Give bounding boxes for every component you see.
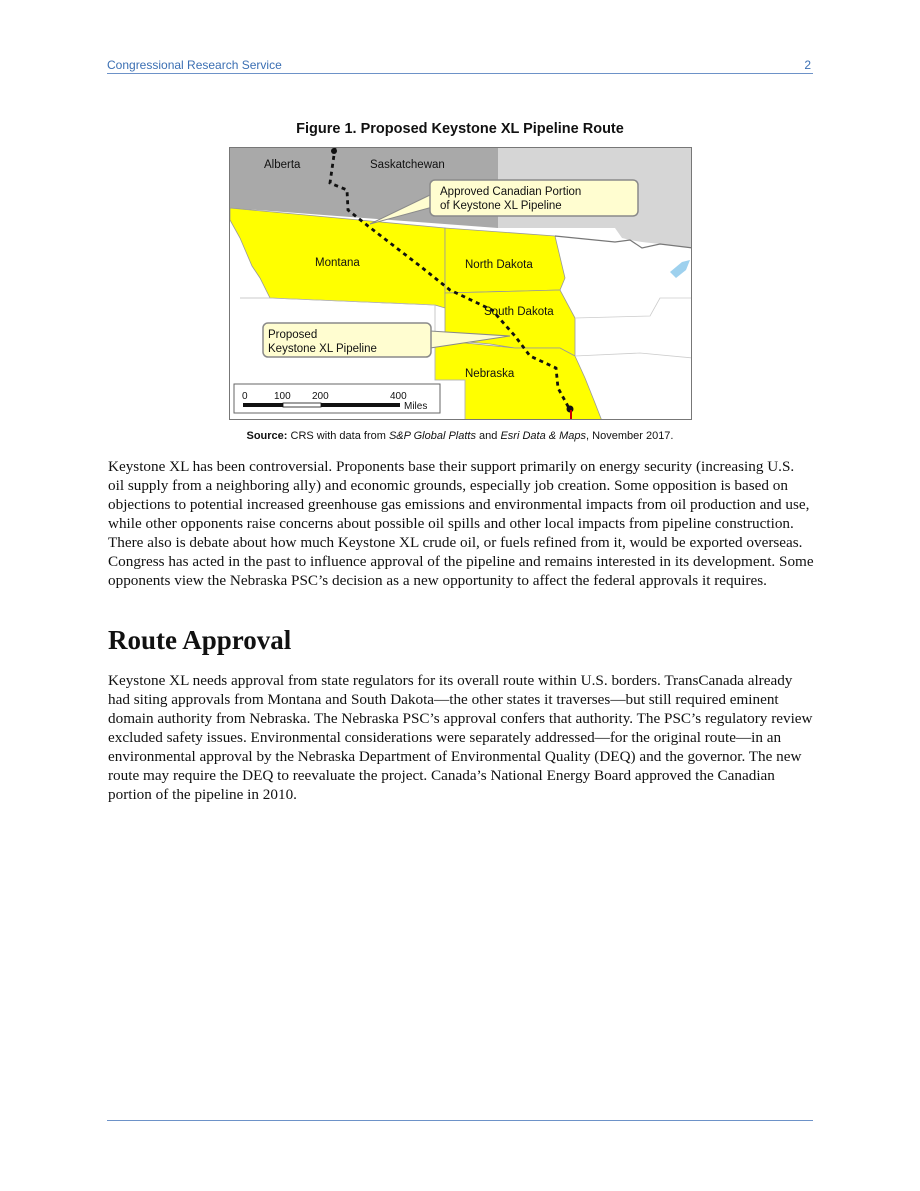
- figure-title: Figure 1. Proposed Keystone XL Pipeline Route: [296, 121, 624, 137]
- callout-canadian-line2: of Keystone XL Pipeline: [440, 200, 562, 212]
- header-org: Congressional Research Service: [107, 58, 282, 72]
- scale-200: 200: [312, 391, 329, 402]
- source-text2: and: [475, 430, 501, 442]
- callout-proposed-line2: Keystone XL Pipeline: [268, 343, 377, 355]
- map-svg: [230, 148, 692, 420]
- pipeline-map: [229, 147, 692, 420]
- paragraph-controversy: Keystone XL has been controversial. Proponents base their support primarily on energy security (increasing U.S. oil supply from a neighboring ally) and economic grounds, especially job creation. Some opposition is based on objections to potential increased greenhouse gas emissions and environmental impacts from oil production and use, while other opponents raise concerns about possible oil spills and other local impacts from pipeline construction. There also is debate about how much Keystone XL crude oil, or fuels refined from it, would be exported overseas. Congress has acted in the past to influence approval of the pipeline and remains interested in its development. Some opponents view the Nebraska PSC’s decision as a new opportunity to affect the federal approvals it requires.: [108, 458, 814, 589]
- source-pub1: S&P Global Platts: [388, 430, 476, 442]
- label-montana: Montana: [315, 257, 360, 269]
- label-alberta: Alberta: [264, 159, 301, 171]
- section-heading-route-approval: Route Approval: [108, 625, 292, 655]
- source-pub2: Esri Data & Maps: [500, 430, 587, 442]
- figure-source: [0, 430, 920, 442]
- pipeline-start: [331, 148, 337, 154]
- scale-100: 100: [274, 391, 291, 402]
- running-header: [107, 57, 813, 74]
- footer-rule: [107, 1120, 813, 1121]
- scale-unit: Miles: [404, 401, 428, 412]
- paragraph-route-approval: Keystone XL needs approval from state regulators for its overall route within U.S. borders. TransCanada already had siting approvals from Montana and South Dakota—the other states it traverses—but still required eminent domain authority from Nebraska. The Nebraska PSC’s approval confers that authority. The PSC’s regulatory review excluded safety issues. Environmental considerations were separately addressed—for the original route—in an environmental approval by the Nebraska Department of Environmental Quality (DEQ) and the governor. The new route may require the DEQ to reevaluate the project. Canada’s National Energy Board approved the Canadian portion of the pipeline in 2010.: [108, 672, 813, 803]
- source-text1: CRS with data from: [287, 430, 389, 442]
- label-south-dakota: South Dakota: [484, 306, 554, 318]
- callout-canadian-line1: Approved Canadian Portion: [440, 186, 582, 198]
- scale-0: 0: [242, 391, 248, 402]
- scale-seg-3: [321, 403, 400, 407]
- label-north-dakota: North Dakota: [465, 259, 533, 271]
- page-number: 2: [804, 58, 811, 72]
- scale-seg-1: [243, 403, 283, 407]
- label-saskatchewan: Saskatchewan: [370, 159, 445, 171]
- label-nebraska: Nebraska: [465, 368, 515, 380]
- callout-proposed-line1: Proposed: [268, 329, 318, 341]
- scale-400: 400: [390, 391, 407, 402]
- source-text3: , November 2017.: [586, 430, 674, 442]
- scale-seg-2: [283, 403, 321, 407]
- source-label: Source:: [246, 430, 288, 442]
